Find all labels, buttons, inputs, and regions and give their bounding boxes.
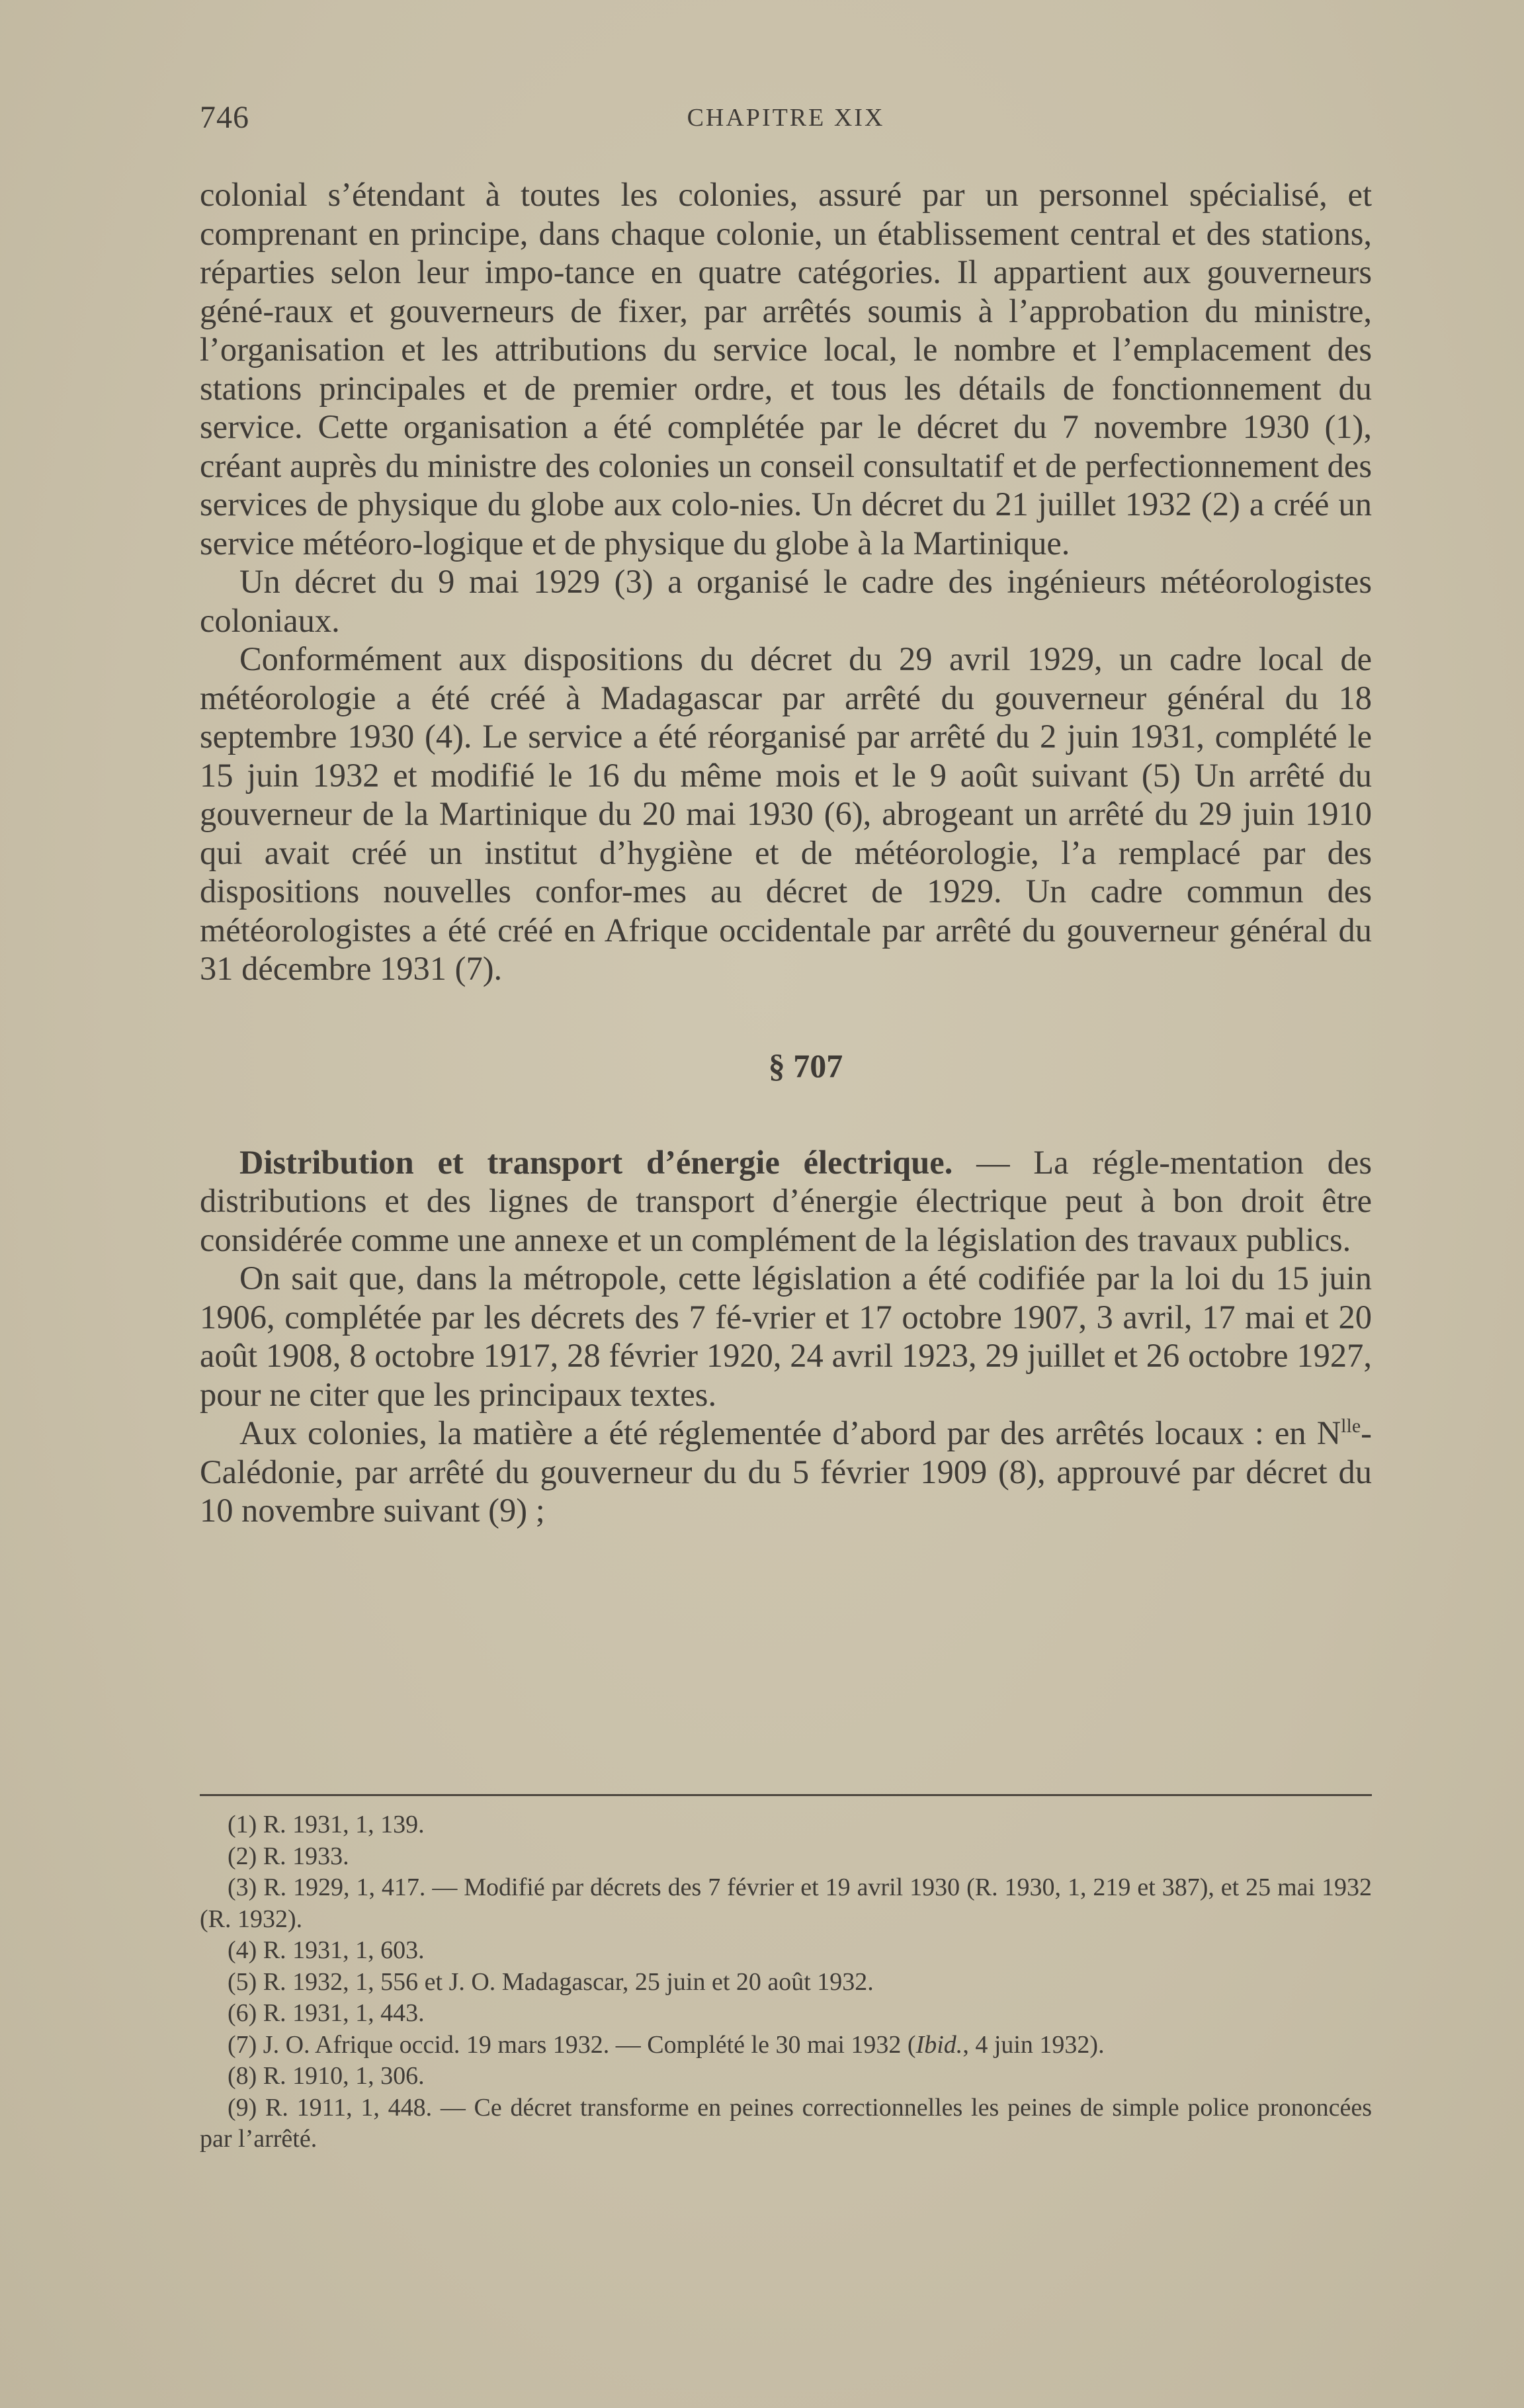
footnote: (5) R. 1932, 1, 556 et J. O. Madagascar, 25 juin et 20 août 1932. bbox=[228, 1967, 874, 1996]
paragraph: Un décret du 9 mai 1929 (3) a organisé le cadre des ingénieurs météorologistes coloniaux. bbox=[200, 563, 1372, 639]
footnote: (4) R. 1931, 1, 603. bbox=[228, 1936, 425, 1964]
section-first-paragraph-text: — La régle-mentation des distributions et des lignes de transport d’énergie électrique peut à bon droit être considérée comme une annexe et un complément de la législation des travaux publics. bbox=[200, 1143, 1372, 1258]
paragraph: Conformément aux dispositions du décret du 29 avril 1929, un cadre local de météorologie a été créé à Madagascar par arrêté du gouverneur général du 18 septembre 1930 (4). Le service a été réorganisé par arrêté du 2 juin 1931, complété le 15 juin 1932 et modifié le 16 du même mois et le 9 août suivant (5) Un arrêté du gouverneur de la Martinique du 20 mai 1930 (6), abrogeant un arrêté du 29 juin 1910 qui avait créé un institut d’hygiène et de météorologie, l’a remplacé par des dispositions nouvelles confor-mes au décret de 1929. Un cadre commun des météorologistes a été créé en Afrique occidentale par arrêté du gouverneur général du 31 décembre 1931 (7). bbox=[200, 640, 1372, 987]
footnote-italic: Ibid. bbox=[915, 2030, 963, 2059]
footnote bbox=[200, 2030, 1372, 2061]
section-heading: § 707 bbox=[768, 1047, 843, 1084]
footnote: (6) R. 1931, 1, 443. bbox=[228, 1999, 425, 2027]
section-first-paragraph bbox=[200, 1143, 1372, 1260]
footnote: (8) R. 1910, 1, 306. bbox=[228, 2062, 425, 2090]
footnote-divider bbox=[200, 1794, 1372, 1796]
paragraph-text: Aux colonies, la matière a été réglementée d’abord par des arrêtés locaux : en N bbox=[239, 1414, 1341, 1451]
footnote: (9) R. 1911, 1, 448. — Ce décret transforme en peines correctionnelles les peines de simple police prononcées par l’arrêté. bbox=[200, 2093, 1372, 2153]
footnote-text: (7) J. O. Afrique occid. 19 mars 1932. — Complété le 30 mai 1932 ( bbox=[228, 2030, 916, 2059]
running-head: CHAPITRE XIX bbox=[687, 104, 885, 132]
paragraph bbox=[200, 1414, 1372, 1530]
page-header bbox=[200, 99, 1372, 152]
paragraph: On sait que, dans la métropole, cette législation a été codifiée par la loi du 15 juin 1906, complétée par les décrets des 7 fé-vrier et 17 octobre 1907, 3 avril, 17 mai et 20 août 1908, 8 octobre 1917, 28 février 1920, 24 avril 1923, 29 juillet et 26 octobre 1927, pour ne citer que les principaux textes. bbox=[200, 1260, 1372, 1413]
footnote: (2) R. 1933. bbox=[228, 1842, 349, 1870]
main-text bbox=[200, 175, 1372, 1530]
footnote: (1) R. 1931, 1, 139. bbox=[228, 1811, 425, 1838]
footnotes bbox=[200, 1809, 1372, 2155]
footnote-text: , 4 juin 1932). bbox=[962, 2030, 1105, 2059]
footnote: (3) R. 1929, 1, 417. — Modifié par décrets des 7 février et 19 avril 1930 (R. 1930, 1, 219 et 387), et 25 mai 1932 (R. 1932). bbox=[200, 1873, 1372, 1933]
superscript-abbreviation: lle bbox=[1341, 1415, 1361, 1437]
paragraph-continued: colonial s’étendant à toutes les colonies, assuré par un personnel spécialisé, et comprenant en principe, dans chaque colonie, un établissement central et des stations, réparties selon leur impo-tance en quatre catégories. Il appartient aux gouverneurs géné-raux et gouverneurs de fixer, par arrêtés soumis à l’approbation du ministre, l’organisation et les attributions du service local, le nombre et l’emplacement des stations principales et de premier ordre, et tous les détails de fonctionnement du service. Cette organisation a été complétée par le décret du 7 novembre 1930 (1), créant auprès du ministre des colonies un conseil consultatif et de perfectionnement des services de physique du globe aux colo-nies. Un décret du 21 juillet 1932 (2) a créé un service météoro-logique et de physique du globe à la Martinique. bbox=[200, 176, 1372, 562]
page-number: 746 bbox=[200, 100, 249, 135]
paragraph-text: -Calédonie, par arrêté du gouverneur du du 5 février 1909 (8), approuvé par décret du 10 novembre suivant (9) ; bbox=[200, 1414, 1372, 1529]
section-title: Distribution et transport d’énergie électrique. bbox=[239, 1143, 953, 1181]
